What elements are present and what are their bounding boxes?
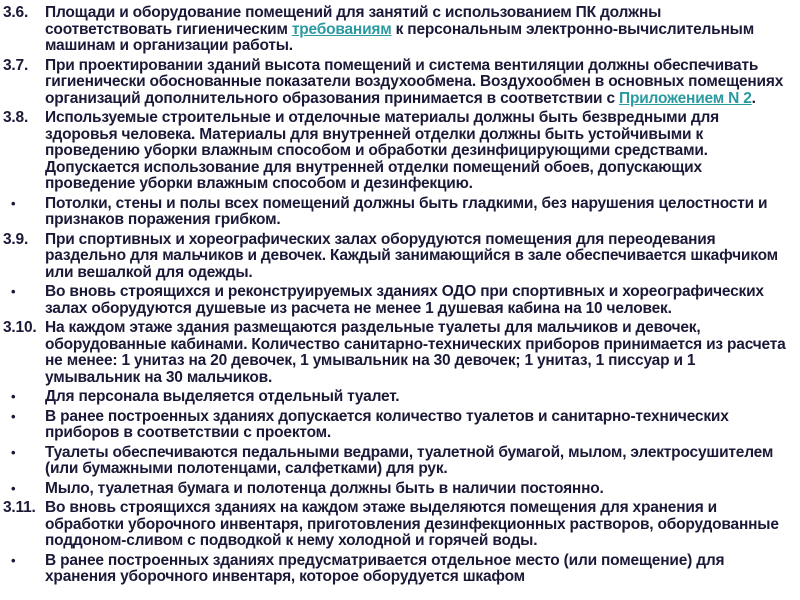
item-text: Туалеты обеспечиваются педальными ведрами, туалетной бумагой, мылом, электросушителем (или бумажными полотенцами, салфетками) для рук. <box>45 443 774 477</box>
bullet-icon: • <box>11 195 16 211</box>
item-number: 3.10. <box>3 319 37 336</box>
item-number: 3.11. <box>3 499 36 516</box>
link-trebovaniyam[interactable]: требованиям <box>291 20 392 38</box>
regulation-item <box>3 5 792 55</box>
item-number: 3.6. <box>3 4 29 21</box>
bullet-icon: • <box>11 284 16 299</box>
bullet-icon: • <box>11 389 16 404</box>
item-text: Площади и оборудование помещений для занятий с использованием ПК должны соответствовать гигиеническим требованиям к персональным электронно-вычислительным машинам и организации работы. <box>45 4 754 54</box>
bullet-item <box>3 445 792 478</box>
bullet-icon: • <box>11 408 16 424</box>
item-text: Для персонала выделяется отдельный туалет. <box>45 388 400 405</box>
bullet-item <box>3 553 792 586</box>
bullet-item <box>3 389 792 406</box>
bullet-icon: • <box>11 444 16 460</box>
bullet-item <box>3 196 792 229</box>
item-text: В ранее построенных зданиях предусматривается отдельное место (или помещение) для хранения уборочного инвентаря, которое оборудуется шкафом <box>45 551 725 585</box>
link-prilozhenie-n2[interactable]: Приложением N 2 <box>619 89 752 107</box>
item-number: 3.8. <box>3 109 29 126</box>
item-text: Во вновь строящихся и реконструируемых зданиях ОДО при спортивных и хореографических залах оборудуются душевые из расчета не менее 1 душевая кабина на 10 человек. <box>45 283 764 317</box>
item-text: В ранее построенных зданиях допускается количество туалетов и санитарно-технических приборов в соответствии с проектом. <box>45 407 729 441</box>
item-text: Потолки, стены и полы всех помещений должны быть гладкими, без нарушения целостности и признаков поражения грибком. <box>45 194 768 228</box>
regulation-item <box>3 232 792 282</box>
item-text: На каждом этаже здания размещаются раздельные туалеты для мальчиков и девочек, оборудованные кабинами. Количество санитарно-технических приборов принимается из расчета не менее: 1 унитаз на 20 девочек, 1 умывальник на 30 девочек; 1 унитаз, 1 писсуар и 1 умывальник на 30 мальчиков. <box>45 319 786 386</box>
bullet-item <box>3 284 792 317</box>
item-text: При спортивных и хореографических залах оборудуются помещения для переодевания раздельно для мальчиков и девочек. Каждый занимающийся в зале обеспечивается шкафчиком или вешалкой для одежды. <box>45 230 778 281</box>
regulation-item <box>3 320 792 386</box>
item-text: Мыло, туалетная бумага и полотенца должны быть в наличии постоянно. <box>45 479 604 497</box>
document-body <box>3 5 792 586</box>
item-number: 3.9. <box>3 230 29 248</box>
regulation-item <box>3 110 792 193</box>
bullet-item <box>3 481 792 498</box>
item-text: Во вновь строящихся зданиях на каждом этаже выделяются помещения для хранения и обработки уборочного инвентаря, приготовления дезинфекционных растворов, оборудованные поддоном-сливом с подводкой к нему холодной и горячей воды. <box>45 499 779 549</box>
item-number: 3.7. <box>3 56 29 74</box>
bullet-item <box>3 409 792 442</box>
bullet-icon: • <box>11 480 16 496</box>
regulation-item <box>3 58 792 108</box>
item-text: При проектировании зданий высота помещений и система вентиляции должны обеспечивать гигиенически обоснованные показатели воздухообмена. Воздухообмен в основных помещениях организаций дополнительного образования принимается в соответствии с Приложением N 2. <box>45 56 784 107</box>
bullet-icon: • <box>11 552 16 568</box>
item-text: Используемые строительные и отделочные материалы должны быть безвредными для здоровья человека. Материалы для внутренней отделки должны быть устойчивыми к проведению уборки влажным способом и обработки дезинфицирующими средствами. Допускается использование для внутренней отделки помещений обоев, допускающих проведение уборки влажным способом и дезинфекцию. <box>45 109 719 192</box>
regulation-item <box>3 500 792 550</box>
